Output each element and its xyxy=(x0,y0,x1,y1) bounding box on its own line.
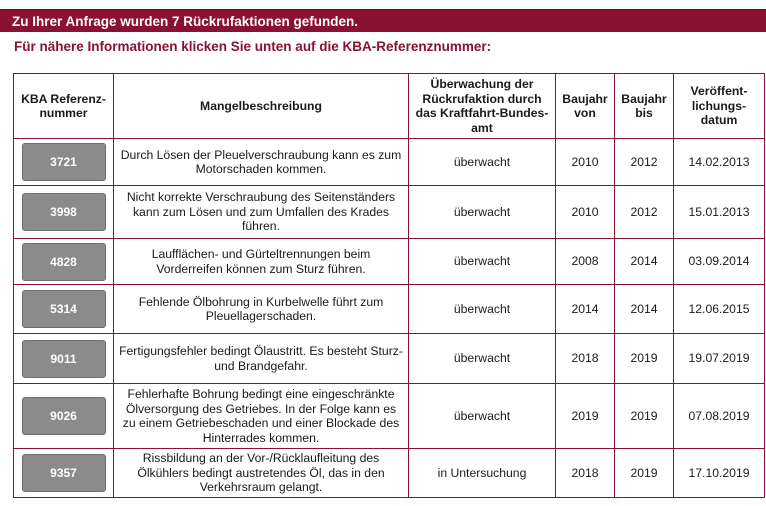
year-to-cell: 2014 xyxy=(615,239,674,285)
year-from-cell: 2010 xyxy=(556,139,615,186)
year-to-cell: 2019 xyxy=(615,334,674,384)
col-header-year-to: Baujahr bis xyxy=(615,74,674,139)
published-date-cell: 03.09.2014 xyxy=(674,239,765,285)
ref-cell xyxy=(14,239,114,285)
year-to-cell: 2014 xyxy=(615,285,674,334)
table-row xyxy=(14,139,765,186)
monitoring-status-cell: überwacht xyxy=(409,285,556,334)
table-row xyxy=(14,186,765,239)
table-row xyxy=(14,449,765,498)
monitoring-status-cell: überwacht xyxy=(409,384,556,449)
ref-cell xyxy=(14,139,114,186)
published-date-cell: 15.01.2013 xyxy=(674,186,765,239)
defect-description-cell: Rissbildung an der Vor-/Rücklaufleitung des Ölkühlers bedingt austretendes Öl, das in den Verkehrsraum gelangt. xyxy=(114,449,409,498)
published-date-cell: 19.07.2019 xyxy=(674,334,765,384)
year-from-cell: 2018 xyxy=(556,334,615,384)
monitoring-status-cell: in Untersuchung xyxy=(409,449,556,498)
table-header-row xyxy=(14,74,765,139)
defect-description-cell: Fertigungsfehler bedingt Ölaustritt. Es besteht Sturz- und Brandgefahr. xyxy=(114,334,409,384)
ref-cell xyxy=(14,334,114,384)
col-header-published: Veröffent- lichungs- datum xyxy=(674,74,765,139)
year-from-cell: 2018 xyxy=(556,449,615,498)
year-to-cell: 2019 xyxy=(615,384,674,449)
defect-description-cell: Fehlerhafte Bohrung bedingt eine eingeschränkte Ölversorgung des Getriebes. In der Folge kann es zu einem Getriebeschaden und einer Blockade des Hinterrades kommen. xyxy=(114,384,409,449)
published-date-cell: 17.10.2019 xyxy=(674,449,765,498)
defect-description-cell: Nicht korrekte Verschraubung des Seitenständers kann zum Lösen und zum Umfallen des Krades führen. xyxy=(114,186,409,239)
published-date-cell: 14.02.2013 xyxy=(674,139,765,186)
monitoring-status-cell: überwacht xyxy=(409,334,556,384)
col-header-defect: Mangelbeschreibung xyxy=(114,74,409,139)
table-row xyxy=(14,285,765,334)
year-to-cell: 2019 xyxy=(615,449,674,498)
defect-description-cell: Durch Lösen der Pleuelverschraubung kann es zum Motorschaden kommen. xyxy=(114,139,409,186)
year-to-cell: 2012 xyxy=(615,186,674,239)
monitoring-status-cell: überwacht xyxy=(409,239,556,285)
ref-cell xyxy=(14,449,114,498)
col-header-ref: KBA Referenz- nummer xyxy=(14,74,114,139)
published-date-cell: 07.08.2019 xyxy=(674,384,765,449)
defect-description-cell: Laufflächen- und Gürteltrennungen beim Vorderreifen können zum Sturz führen. xyxy=(114,239,409,285)
ref-cell xyxy=(14,384,114,449)
kba-reference-button[interactable]: 5314 xyxy=(22,290,106,328)
table-row xyxy=(14,384,765,449)
monitoring-status-cell: überwacht xyxy=(409,139,556,186)
kba-reference-button[interactable]: 9026 xyxy=(22,397,106,435)
results-banner: Zu Ihrer Anfrage wurden 7 Rückrufaktionen gefunden. xyxy=(0,9,766,32)
year-from-cell: 2014 xyxy=(556,285,615,334)
recall-table xyxy=(13,73,765,498)
table-row xyxy=(14,334,765,384)
instructions-text: Für nähere Informationen klicken Sie unten auf die KBA-Referenznummer: xyxy=(14,39,492,54)
col-header-year-from: Baujahr von xyxy=(556,74,615,139)
table-row xyxy=(14,239,765,285)
monitoring-status-cell: überwacht xyxy=(409,186,556,239)
defect-description-cell: Fehlende Ölbohrung in Kurbelwelle führt zum Pleuellagerschaden. xyxy=(114,285,409,334)
kba-reference-button[interactable]: 4828 xyxy=(22,243,106,281)
col-header-monitoring: Überwachung der Rückrufaktion durch das Kraftfahrt-Bundes- amt xyxy=(409,74,556,139)
year-to-cell: 2012 xyxy=(615,139,674,186)
kba-reference-button[interactable]: 9357 xyxy=(22,454,106,492)
year-from-cell: 2019 xyxy=(556,384,615,449)
ref-cell xyxy=(14,186,114,239)
year-from-cell: 2010 xyxy=(556,186,615,239)
kba-reference-button[interactable]: 9011 xyxy=(22,340,106,378)
year-from-cell: 2008 xyxy=(556,239,615,285)
published-date-cell: 12.06.2015 xyxy=(674,285,765,334)
kba-reference-button[interactable]: 3998 xyxy=(22,193,106,231)
kba-reference-button[interactable]: 3721 xyxy=(22,143,106,181)
ref-cell xyxy=(14,285,114,334)
